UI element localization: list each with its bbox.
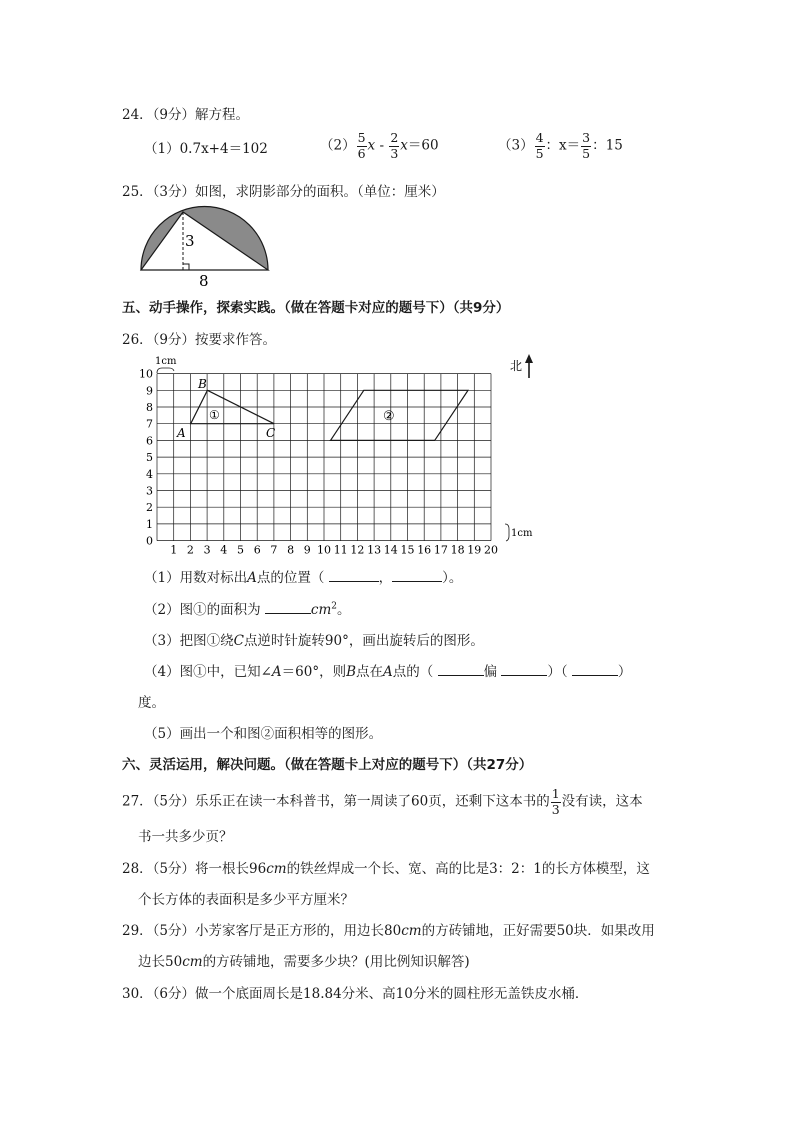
section6-title: 六、灵活运用，解决问题。（做在答题卡上对应的题号下）（共27分） xyxy=(122,757,533,773)
q26-sub1-blank-y[interactable] xyxy=(392,569,442,582)
x-tick-label: 6 xyxy=(253,543,261,557)
x-tick-label: 13 xyxy=(367,543,382,557)
x-tick-label: 20 xyxy=(484,543,498,557)
x-tick-label: 8 xyxy=(287,543,295,557)
q25-base-label: 8 xyxy=(199,272,209,288)
q29-line2: 边长50cm的方砖铺地，需要多少块？(用比例知识解答) xyxy=(138,954,470,970)
q24-part1 xyxy=(144,137,268,157)
q24-part3: （3） $\frac{4}{5}$ ：x＝ $\frac{3}{5}$ ：15 xyxy=(498,130,623,161)
q26-title: 26．（9分）按要求作答。 xyxy=(122,332,277,348)
q26-axis-labels xyxy=(139,368,498,557)
q26-sub4-tail: 度。 xyxy=(138,695,165,711)
q27-fraction: $\frac{1}{3}$ xyxy=(551,786,560,817)
x-tick-label: 1 xyxy=(170,543,178,557)
q26-figure1-label: ① xyxy=(209,408,220,422)
q24-part2-frac-b: $\frac{2}{3}$ xyxy=(390,130,399,161)
q24-part3-label: （3） xyxy=(498,137,534,154)
q26-label-C: C xyxy=(266,426,276,440)
x-tick-label: 7 xyxy=(270,543,278,557)
q26-sub4-blank-degree[interactable] xyxy=(572,663,618,676)
q26-scale-right: 1cm xyxy=(511,528,533,539)
q26-scale-top: 1cm xyxy=(155,356,177,367)
q24-part3-frac-b: $\frac{3}{5}$ xyxy=(582,130,591,161)
x-tick-label: 5 xyxy=(237,543,244,557)
q24-part2-label: （2） xyxy=(320,137,356,154)
x-tick-label: 11 xyxy=(333,543,348,557)
x-tick-label: 2 xyxy=(186,543,194,557)
section5-title: 五、动手操作，探索实践。（做在答题卡对应的题号下）（共9分） xyxy=(122,300,510,316)
q26-sub5: （5）画出一个和图②面积相等的图形。 xyxy=(144,726,383,742)
q29-line1: 29．（5分）小芳家客厅是正方形的，用边长80cm的方砖铺地，正好需要50块．如果改用 xyxy=(122,923,655,939)
q26-sub4: （4）图①中，已知∠A＝60°，则B点在A点的（ 偏 ）（ ） xyxy=(144,664,632,680)
q26-sub4-blank-direction1[interactable] xyxy=(438,663,484,676)
y-tick-label: 6 xyxy=(146,434,153,448)
q26-sub1-blank-x[interactable] xyxy=(329,569,379,582)
q24-part2-frac-a: $\frac{5}{6}$ xyxy=(357,130,366,161)
y-tick-label: 3 xyxy=(146,484,153,498)
q25-height-label: 3 xyxy=(185,232,195,250)
q26-north-label: 北 xyxy=(510,359,523,373)
x-tick-label: 19 xyxy=(467,543,482,557)
x-tick-label: 4 xyxy=(220,543,228,557)
q25-title: 25．（3分）如图，求阴影部分的面积。（单位：厘米） xyxy=(122,184,445,200)
q24-part2: （2） $\frac{5}{6}$ x - $\frac{2}{3}$ x＝60 xyxy=(320,130,439,161)
q26-grid-figure xyxy=(135,348,555,558)
x-tick-label: 18 xyxy=(450,543,465,557)
q26-grid xyxy=(157,374,491,541)
q26-figure2-parallelogram xyxy=(331,390,469,440)
q26-sub2-blank[interactable] xyxy=(265,601,311,614)
x-tick-label: 14 xyxy=(383,543,398,557)
north-arrowhead-icon xyxy=(525,354,533,363)
q27-line2: 书一共多少页？ xyxy=(138,829,233,845)
q28-line1: 28．（5分）将一根长96cm的铁丝焊成一个长、宽、高的比是3：2：1的长方体模型，这 xyxy=(122,861,650,877)
q24-part3-frac-a: $\frac{4}{5}$ xyxy=(535,130,544,161)
q26-sub2: （2）图①的面积为 $cm^2$。 xyxy=(144,601,351,618)
x-tick-label: 17 xyxy=(433,543,448,557)
y-tick-label: 9 xyxy=(146,384,153,398)
q26-sub1: （1）用数对标出A点的位置（ ， ）。 xyxy=(144,570,463,586)
x-tick-label: 10 xyxy=(317,543,331,557)
x-tick-label: 3 xyxy=(203,543,211,557)
y-tick-label: 1 xyxy=(146,517,153,531)
q30-line1: 30．（6分）做一个底面周长是18.84分米、高10分米的圆柱形无盖铁皮水桶． xyxy=(122,986,589,1002)
q26-label-B: B xyxy=(198,377,207,391)
y-tick-label: 10 xyxy=(139,367,153,381)
x-tick-label: 15 xyxy=(400,543,415,557)
x-tick-label: 12 xyxy=(350,543,365,557)
q26-sub4-blank-direction2[interactable] xyxy=(501,663,547,676)
q28-line2: 个长方体的表面积是多少平方厘米？ xyxy=(138,892,354,908)
y-tick-label: 4 xyxy=(146,467,153,481)
q26-sub3: （3）把图①绕C点逆时针旋转90°，画出旋转后的图形。 xyxy=(144,633,484,649)
q25-figure xyxy=(138,200,272,288)
y-tick-label: 8 xyxy=(146,401,153,414)
y-tick-label: 5 xyxy=(146,451,153,465)
q24-part1-label: （1） xyxy=(144,141,180,157)
y-tick-label: 0 xyxy=(146,534,153,548)
q24-part1-equation: 0.7x+4＝102 xyxy=(179,141,268,157)
y-tick-label: 2 xyxy=(146,501,153,515)
y-tick-label: 7 xyxy=(146,417,153,431)
x-tick-label: 9 xyxy=(303,543,311,557)
x-tick-label: 16 xyxy=(417,543,432,557)
q26-figure2-label: ② xyxy=(383,409,395,424)
q26-label-A: A xyxy=(177,426,186,440)
q27-line1: 27．（5分）乐乐正在读一本科普书，第一周读了60页，还剩下这本书的 $\frac{1}{3}$ 没有读，这本 xyxy=(122,786,643,817)
q24-title: 24．（9分）解方程。 xyxy=(122,107,250,123)
